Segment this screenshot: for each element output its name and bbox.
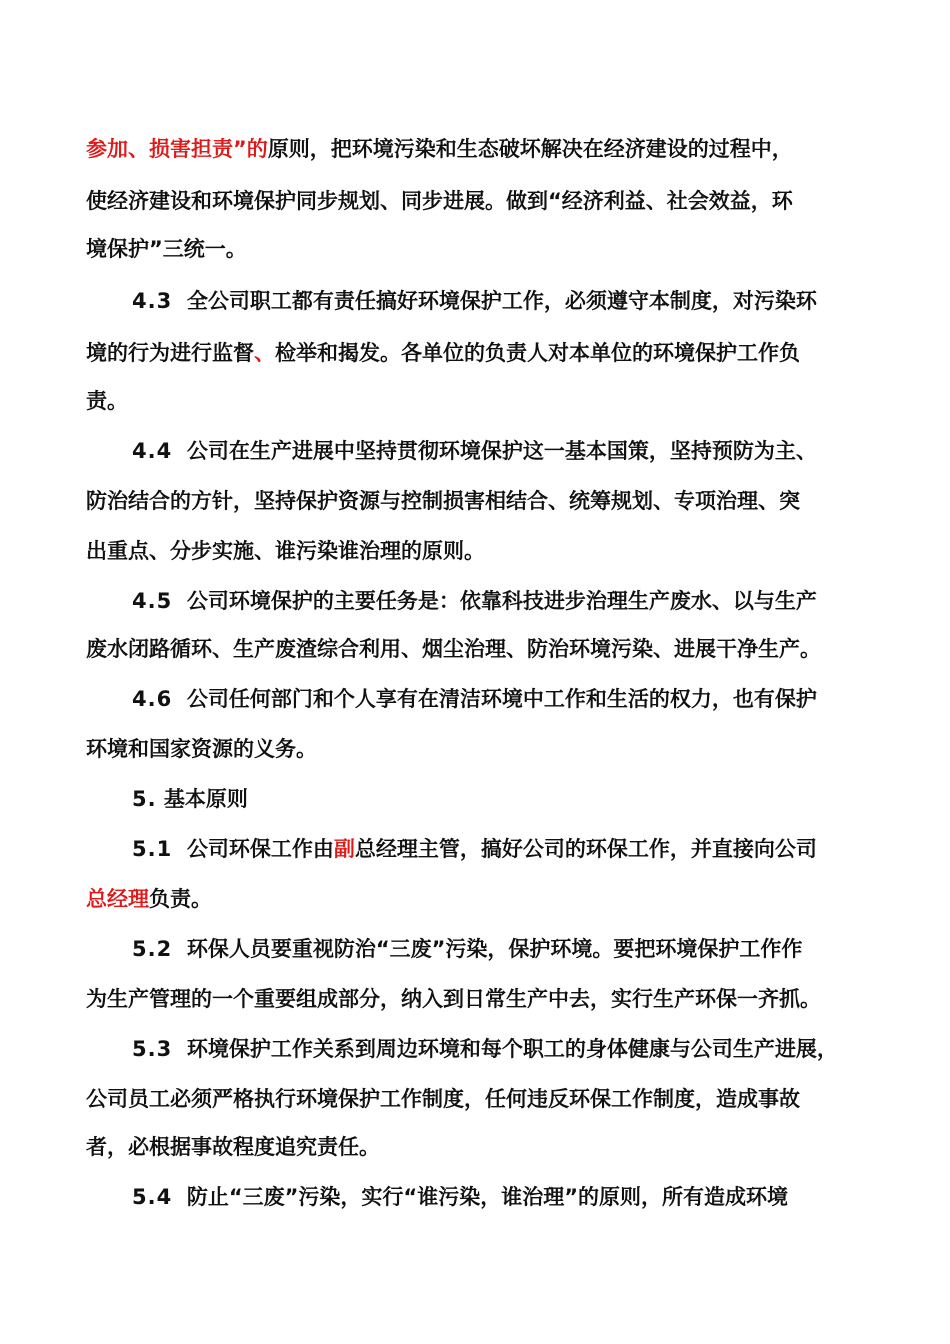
- text-run: 原则，把环境污染和生态破坏解决在经济建设的过程中，: [267, 137, 793, 161]
- text-line: [86, 536, 866, 566]
- text-run: 环境保护工作关系到周边环境和每个职工的身体健康与公司生产进展，: [172, 1037, 838, 1061]
- highlighted-text: 参加、损害担责”的: [86, 137, 268, 161]
- text-run: 防治结合的方针，坚持保护资源与控制损害相结合、统筹规划、专项治理、突: [86, 489, 800, 513]
- text-run: 总经理主管，搞好公司的环保工作，并直接向公司: [354, 837, 817, 861]
- section-number: 5.2: [132, 937, 173, 961]
- text-line: [86, 634, 866, 664]
- text-line: [86, 486, 866, 516]
- text-run: 公司在生产进展中坚持贯彻环境保护这一基本国策，坚持预防为主、: [172, 439, 817, 463]
- highlighted-text: 总经理: [86, 887, 149, 911]
- text-run: 出重点、分步实施、谁污染谁治理的原则。: [86, 539, 485, 563]
- text-line: [132, 586, 866, 616]
- text-line: [86, 386, 866, 416]
- text-run: 者，必根据事故程度追究责任。: [86, 1135, 380, 1159]
- text-line: [132, 684, 866, 714]
- text-run: 防止“三废”污染，实行“谁污染，谁治理”的原则，所有造成环境: [172, 1185, 789, 1209]
- text-line: [132, 436, 866, 466]
- text-run: 公司环境保护的主要任务是：依靠科技进步治理生产废水、以与生产: [172, 589, 817, 613]
- highlighted-text: 、: [254, 341, 275, 365]
- text-run: 使经济建设和环境保护同步规划、同步进展。做到“经济利益、社会效益，环: [86, 189, 793, 213]
- section-heading: [132, 784, 866, 814]
- text-line: [132, 286, 866, 316]
- text-line: [132, 834, 866, 864]
- text-run: 环保人员要重视防治“三废”污染，保护环境。要把环境保护工作作: [172, 937, 803, 961]
- text-run: 为生产管理的一个重要组成部分，纳入到日常生产中去，实行生产环保一齐抓。: [86, 987, 821, 1011]
- text-line: [86, 1132, 866, 1162]
- text-line: [86, 984, 866, 1014]
- text-run: 公司环保工作由: [172, 837, 334, 861]
- text-run: 检举和揭发。各单位的负责人对本单位的环境保护工作负: [275, 341, 800, 365]
- section-number: 5.4: [132, 1185, 173, 1209]
- text-line: [132, 1034, 866, 1064]
- heading-text: 基本原则: [156, 787, 248, 811]
- section-number: 4.3: [132, 289, 173, 313]
- text-line: [132, 934, 866, 964]
- text-line: [86, 338, 866, 368]
- text-run: 境的行为进行监督: [86, 341, 254, 365]
- section-number: 4.5: [132, 589, 173, 613]
- text-run: 环境和国家资源的义务。: [86, 737, 317, 761]
- text-line: [86, 134, 866, 164]
- text-run: 责。: [86, 389, 128, 413]
- text-line: [132, 1182, 866, 1212]
- text-run: 公司任何部门和个人享有在清洁环境中工作和生活的权力，也有保护: [172, 687, 817, 711]
- text-line: [86, 734, 866, 764]
- section-number: 4.4: [132, 439, 173, 463]
- text-run: 全公司职工都有责任搞好环境保护工作，必须遵守本制度，对污染环: [172, 289, 817, 313]
- text-run: 公司员工必须严格执行环境保护工作制度，任何违反环保工作制度，造成事故: [86, 1087, 800, 1111]
- text-run: 废水闭路循环、生产废渣综合利用、烟尘治理、防治环境污染、进展干净生产。: [86, 637, 821, 661]
- highlighted-text: 副: [333, 837, 355, 861]
- section-number: 5.1: [132, 837, 173, 861]
- text-line: [86, 884, 866, 914]
- section-number: 5.: [132, 787, 157, 811]
- section-number: 5.3: [132, 1037, 173, 1061]
- text-line: [86, 186, 866, 216]
- text-line: [86, 234, 866, 264]
- text-run: 境保护”三统一。: [86, 237, 247, 261]
- section-number: 4.6: [132, 687, 173, 711]
- text-run: 负责。: [149, 887, 212, 911]
- text-line: [86, 1084, 866, 1114]
